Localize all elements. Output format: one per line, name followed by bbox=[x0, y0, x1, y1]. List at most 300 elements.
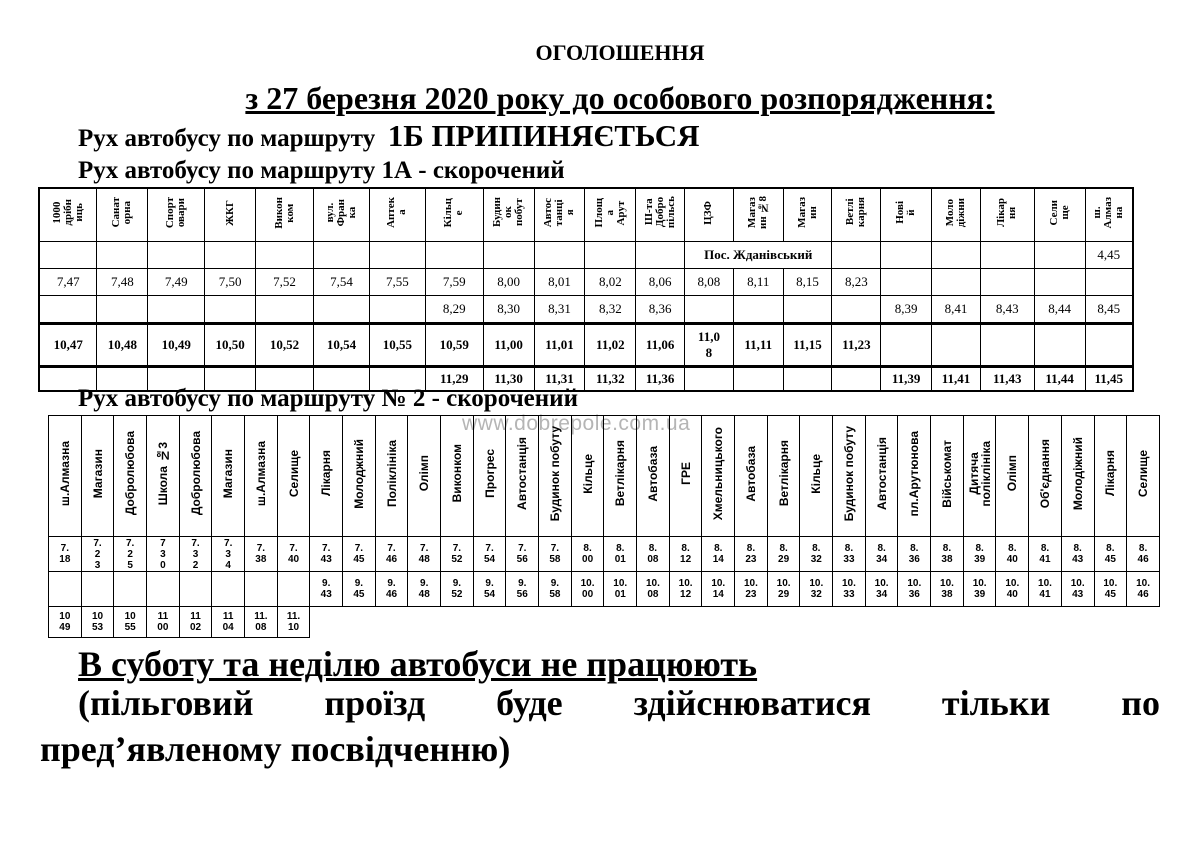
time-cell: 11,00 bbox=[483, 324, 534, 367]
stop-label: Будинок побуту bbox=[547, 425, 562, 522]
stop-label: Магаз ин №8 bbox=[746, 196, 770, 229]
empty-cell bbox=[256, 296, 314, 324]
stop-label: Олімп bbox=[417, 455, 432, 492]
time-cell: 10. 46 bbox=[1127, 572, 1160, 607]
time-cell: 7,52 bbox=[256, 269, 314, 296]
stop-label: Прогрес bbox=[482, 449, 497, 498]
time-cell: 10,47 bbox=[39, 324, 97, 367]
stop-header bbox=[1094, 416, 1127, 537]
time-cell: 7,49 bbox=[148, 269, 205, 296]
time-cell: 9. 43 bbox=[310, 572, 343, 607]
time-cell: 10 53 bbox=[81, 607, 114, 638]
route-2-heading: Рух автобусу по маршруту № 2 - скорочений bbox=[78, 385, 578, 412]
time-cell: 8,06 bbox=[636, 269, 685, 296]
time-cell: 8,45 bbox=[1085, 296, 1133, 324]
route-1a-row-2 bbox=[39, 269, 1133, 296]
stop-label: Автос танці я bbox=[541, 197, 576, 228]
empty-cell bbox=[539, 607, 572, 638]
stop-label: ш.Алмазна bbox=[253, 440, 268, 507]
stop-label: Ветлікарня bbox=[776, 440, 791, 507]
empty-cell bbox=[114, 572, 147, 607]
time-cell: 11,11 bbox=[733, 324, 783, 367]
stop-header bbox=[310, 416, 343, 537]
stop-label: вул. Фран ка bbox=[323, 198, 358, 227]
time-cell: 10,50 bbox=[205, 324, 256, 367]
page-title: ОГОЛОШЕННЯ bbox=[535, 40, 705, 65]
time-cell: 11,23 bbox=[832, 324, 881, 367]
stop-header bbox=[931, 416, 964, 537]
stop-label: Нові й bbox=[894, 201, 918, 224]
time-cell: 11,0 8 bbox=[685, 324, 734, 367]
stop-header bbox=[277, 416, 310, 537]
time-cell: 10. 34 bbox=[865, 572, 898, 607]
route-1b-prefix: Рух автобусу по маршруту bbox=[78, 125, 376, 152]
time-cell: 8. 41 bbox=[1029, 537, 1062, 572]
empty-cell bbox=[506, 607, 539, 638]
stop-header bbox=[534, 188, 585, 242]
time-cell: 8,43 bbox=[980, 296, 1034, 324]
time-cell: 8,32 bbox=[585, 296, 636, 324]
route-1a-row-4 bbox=[39, 324, 1133, 367]
time-cell: 10. 01 bbox=[604, 572, 637, 607]
time-cell: 8. 45 bbox=[1094, 537, 1127, 572]
time-cell: 11,31 bbox=[534, 367, 585, 392]
stop-label: Олімп bbox=[1005, 455, 1020, 492]
time-cell: 7. 54 bbox=[473, 537, 506, 572]
stop-header bbox=[148, 188, 205, 242]
stop-header bbox=[313, 188, 369, 242]
time-cell: 8. 39 bbox=[963, 537, 996, 572]
time-cell: 10,52 bbox=[256, 324, 314, 367]
stop-label: Моло діжни bbox=[943, 197, 967, 228]
stop-header bbox=[425, 188, 483, 242]
stop-label: Дитяча поліклініка bbox=[966, 440, 993, 507]
time-cell: 10,59 bbox=[425, 324, 483, 367]
time-cell: 11,45 bbox=[1085, 367, 1133, 392]
empty-cell bbox=[313, 296, 369, 324]
empty-cell bbox=[980, 324, 1034, 367]
empty-cell bbox=[685, 367, 734, 392]
stop-label: Магаз ин bbox=[795, 197, 819, 228]
stop-label: Викон ком bbox=[272, 196, 296, 229]
time-cell: 7. 40 bbox=[277, 537, 310, 572]
time-cell: 11,32 bbox=[585, 367, 636, 392]
stop-header bbox=[147, 416, 180, 537]
time-cell: 7,48 bbox=[97, 269, 148, 296]
time-cell: 8. 43 bbox=[1061, 537, 1094, 572]
empty-cell bbox=[898, 607, 931, 638]
stop-header bbox=[963, 416, 996, 537]
time-cell: 8. 33 bbox=[833, 537, 866, 572]
stop-label: Кільце bbox=[580, 453, 595, 494]
time-cell: 11,30 bbox=[483, 367, 534, 392]
empty-cell bbox=[441, 607, 474, 638]
stop-header bbox=[245, 416, 278, 537]
time-cell: 8. 00 bbox=[571, 537, 604, 572]
time-cell: 10. 29 bbox=[767, 572, 800, 607]
route-2-table bbox=[48, 415, 1160, 638]
time-cell: 10. 32 bbox=[800, 572, 833, 607]
time-cell: 7. 3 4 bbox=[212, 537, 245, 572]
empty-cell bbox=[881, 324, 932, 367]
stop-header bbox=[865, 416, 898, 537]
stop-label: ЦЗФ bbox=[702, 200, 715, 225]
time-cell: 11 00 bbox=[147, 607, 180, 638]
empty-cell bbox=[881, 269, 932, 296]
stop-header bbox=[767, 416, 800, 537]
empty-cell bbox=[637, 607, 670, 638]
time-cell: 7. 46 bbox=[375, 537, 408, 572]
stop-header bbox=[702, 416, 735, 537]
empty-cell bbox=[931, 607, 964, 638]
stop-header bbox=[1127, 416, 1160, 537]
empty-cell bbox=[932, 269, 981, 296]
weekend-notice: В суботу та неділю автобуси не працюють bbox=[78, 644, 758, 684]
stop-header bbox=[604, 416, 637, 537]
stop-label: Ветлікарня bbox=[613, 440, 628, 507]
stop-label: Автостанція bbox=[515, 437, 530, 510]
time-cell: 9. 56 bbox=[506, 572, 539, 607]
empty-cell bbox=[800, 607, 833, 638]
time-cell: 8. 01 bbox=[604, 537, 637, 572]
stop-label: Спорт овари bbox=[164, 196, 188, 229]
stop-label: Селище bbox=[286, 449, 301, 498]
route-2-stops-row bbox=[49, 416, 1160, 537]
time-cell: 8. 23 bbox=[735, 537, 768, 572]
empty-cell bbox=[310, 607, 343, 638]
empty-cell bbox=[81, 572, 114, 607]
route-1a-cell: 4,45 bbox=[1085, 242, 1133, 269]
stop-header bbox=[1029, 416, 1062, 537]
empty-cell bbox=[963, 607, 996, 638]
time-cell: 10. 23 bbox=[735, 572, 768, 607]
time-cell: 7. 58 bbox=[539, 537, 572, 572]
time-cell: 8,00 bbox=[483, 269, 534, 296]
time-cell: 7. 3 2 bbox=[179, 537, 212, 572]
stop-label: ГРЕ bbox=[678, 462, 693, 485]
route-1a-note: Пос. Жданівський bbox=[685, 242, 832, 269]
empty-cell bbox=[148, 296, 205, 324]
stop-header bbox=[506, 416, 539, 537]
empty-cell bbox=[179, 572, 212, 607]
route-2-row-2 bbox=[49, 572, 1160, 607]
stop-header bbox=[1061, 416, 1094, 537]
route-2-row-1 bbox=[49, 537, 1160, 572]
benefit-note-line-1: (пільговий проїзд буде здійснюватися тільки по bbox=[78, 683, 1160, 723]
time-cell: 11,39 bbox=[881, 367, 932, 392]
time-cell: 9. 45 bbox=[343, 572, 376, 607]
time-cell: 9. 48 bbox=[408, 572, 441, 607]
time-cell: 7,47 bbox=[39, 269, 97, 296]
stop-header bbox=[97, 188, 148, 242]
time-cell: 7. 45 bbox=[343, 537, 376, 572]
stop-header bbox=[539, 416, 572, 537]
stop-label: Автобаза bbox=[743, 445, 758, 502]
empty-cell bbox=[375, 607, 408, 638]
empty-cell bbox=[369, 296, 425, 324]
time-cell: 11 02 bbox=[179, 607, 212, 638]
stop-header bbox=[49, 416, 82, 537]
time-cell: 11,41 bbox=[932, 367, 981, 392]
time-cell: 10. 00 bbox=[571, 572, 604, 607]
empty-cell bbox=[1127, 607, 1160, 638]
time-cell: 9. 54 bbox=[473, 572, 506, 607]
stop-header bbox=[1085, 188, 1133, 242]
empty-cell bbox=[97, 296, 148, 324]
empty-cell bbox=[408, 607, 441, 638]
time-cell: 11. 10 bbox=[277, 607, 310, 638]
stop-label: Ветлі карня bbox=[844, 197, 868, 228]
time-cell: 10 49 bbox=[49, 607, 82, 638]
route-1a-row-3 bbox=[39, 296, 1133, 324]
empty-cell bbox=[604, 607, 637, 638]
empty-cell bbox=[783, 367, 832, 392]
time-cell: 10,55 bbox=[369, 324, 425, 367]
time-cell: 8. 12 bbox=[669, 537, 702, 572]
stop-label: ш. Алмаз на bbox=[1091, 196, 1126, 229]
time-cell: 8. 34 bbox=[865, 537, 898, 572]
stop-label: Військомат bbox=[939, 439, 954, 508]
time-cell: 8,39 bbox=[881, 296, 932, 324]
stop-label: Молодіжний bbox=[1070, 436, 1085, 511]
time-cell: 11 04 bbox=[212, 607, 245, 638]
time-cell: 10. 41 bbox=[1029, 572, 1062, 607]
stop-header bbox=[881, 188, 932, 242]
stop-label: Площ а Арут bbox=[592, 197, 627, 228]
time-cell: 8,29 bbox=[425, 296, 483, 324]
stop-label: Добролюбова bbox=[188, 431, 203, 516]
stop-header bbox=[256, 188, 314, 242]
time-cell: 10. 40 bbox=[996, 572, 1029, 607]
stop-label: Молоджний bbox=[351, 438, 366, 509]
empty-cell bbox=[343, 607, 376, 638]
time-cell: 7,54 bbox=[313, 269, 369, 296]
time-cell: 10. 38 bbox=[931, 572, 964, 607]
empty-cell bbox=[832, 296, 881, 324]
stop-header bbox=[585, 188, 636, 242]
stop-header bbox=[212, 416, 245, 537]
time-cell: 10. 45 bbox=[1094, 572, 1127, 607]
route-1a-heading: Рух автобусу по маршруту 1А - скорочений bbox=[78, 157, 565, 184]
time-cell: 8,31 bbox=[534, 296, 585, 324]
time-cell: 7. 2 3 bbox=[81, 537, 114, 572]
stop-label: Магазин bbox=[90, 448, 105, 499]
empty-cell bbox=[1029, 607, 1062, 638]
stop-label: Поліклініка bbox=[384, 440, 399, 507]
time-cell: 8,01 bbox=[534, 269, 585, 296]
stop-header bbox=[483, 188, 534, 242]
time-cell: 11,02 bbox=[585, 324, 636, 367]
empty-cell bbox=[1085, 324, 1133, 367]
time-cell: 8,41 bbox=[932, 296, 981, 324]
empty-cell bbox=[783, 296, 832, 324]
page-subtitle: з 27 березня 2020 року до особового розпорядження: bbox=[245, 80, 995, 116]
time-cell: 10. 08 bbox=[637, 572, 670, 607]
stop-label: Автобаза bbox=[645, 445, 660, 502]
stop-header bbox=[735, 416, 768, 537]
stop-header bbox=[898, 416, 931, 537]
time-cell: 11,06 bbox=[636, 324, 685, 367]
stop-label: Лікарня bbox=[319, 450, 334, 497]
stop-header bbox=[114, 416, 147, 537]
empty-cell bbox=[1094, 607, 1127, 638]
time-cell: 8. 36 bbox=[898, 537, 931, 572]
empty-cell bbox=[473, 607, 506, 638]
time-cell: 8,30 bbox=[483, 296, 534, 324]
time-cell: 8. 38 bbox=[931, 537, 964, 572]
stop-header bbox=[441, 416, 474, 537]
stop-label: Виконком bbox=[449, 444, 464, 503]
stop-header bbox=[637, 416, 670, 537]
route-2-row-3 bbox=[49, 607, 1160, 638]
empty-cell bbox=[1034, 269, 1085, 296]
stop-label: Сели ще bbox=[1047, 199, 1071, 226]
empty-cell bbox=[1034, 324, 1085, 367]
empty-cell bbox=[205, 296, 256, 324]
stop-header bbox=[408, 416, 441, 537]
empty-cell bbox=[932, 324, 981, 367]
route-1a-table bbox=[38, 187, 1134, 392]
time-cell: 7. 2 5 bbox=[114, 537, 147, 572]
time-cell: 10,54 bbox=[313, 324, 369, 367]
time-cell: 11,43 bbox=[980, 367, 1034, 392]
stop-label: Будин ок побут bbox=[491, 197, 526, 228]
route-1b-status: 1Б ПРИПИНЯЄТЬСЯ bbox=[387, 118, 700, 153]
stop-header bbox=[369, 188, 425, 242]
stop-label: пл.Арутюнова bbox=[907, 430, 922, 517]
stop-header bbox=[685, 188, 734, 242]
empty-cell bbox=[702, 607, 735, 638]
stop-header bbox=[733, 188, 783, 242]
stop-label: Добролюбова bbox=[123, 431, 138, 516]
stop-header bbox=[39, 188, 97, 242]
stop-header bbox=[473, 416, 506, 537]
stop-label: Об'єднання bbox=[1037, 438, 1052, 509]
time-cell: 10. 36 bbox=[898, 572, 931, 607]
stop-header bbox=[179, 416, 212, 537]
stop-label: Ш-та Добро пільсь bbox=[642, 196, 677, 229]
empty-cell bbox=[685, 296, 734, 324]
stop-header bbox=[783, 188, 832, 242]
time-cell: 10. 12 bbox=[669, 572, 702, 607]
time-cell: 9. 58 bbox=[539, 572, 572, 607]
stop-header bbox=[980, 188, 1034, 242]
time-cell: 9. 46 bbox=[375, 572, 408, 607]
time-cell: 8,02 bbox=[585, 269, 636, 296]
stop-header bbox=[81, 416, 114, 537]
route-1a-stops-row bbox=[39, 188, 1133, 242]
empty-cell bbox=[277, 572, 310, 607]
time-cell: 8. 32 bbox=[800, 537, 833, 572]
time-cell: 11,15 bbox=[783, 324, 832, 367]
stop-label: Санат орна bbox=[110, 197, 134, 228]
time-cell: 10,48 bbox=[97, 324, 148, 367]
time-cell: 7,50 bbox=[205, 269, 256, 296]
time-cell: 9. 52 bbox=[441, 572, 474, 607]
time-cell: 11. 08 bbox=[245, 607, 278, 638]
route-1a-row-1 bbox=[39, 242, 1133, 269]
time-cell: 8. 08 bbox=[637, 537, 670, 572]
stop-header bbox=[343, 416, 376, 537]
empty-cell bbox=[833, 607, 866, 638]
empty-cell bbox=[245, 572, 278, 607]
stop-header bbox=[932, 188, 981, 242]
time-cell: 7. 43 bbox=[310, 537, 343, 572]
stop-label: Автостанція bbox=[874, 437, 889, 510]
empty-cell bbox=[767, 607, 800, 638]
stop-label: Лікарня bbox=[1103, 450, 1118, 497]
time-cell: 8. 14 bbox=[702, 537, 735, 572]
time-cell: 8,15 bbox=[783, 269, 832, 296]
time-cell: 8,36 bbox=[636, 296, 685, 324]
time-cell: 10. 39 bbox=[963, 572, 996, 607]
time-cell: 11,29 bbox=[425, 367, 483, 392]
time-cell: 7. 38 bbox=[245, 537, 278, 572]
stop-header bbox=[636, 188, 685, 242]
time-cell: 7. 56 bbox=[506, 537, 539, 572]
time-cell: 7. 18 bbox=[49, 537, 82, 572]
empty-cell bbox=[735, 607, 768, 638]
stop-label: Аптек а bbox=[385, 197, 409, 228]
time-cell: 10 55 bbox=[114, 607, 147, 638]
stop-label: Кільц е bbox=[442, 197, 466, 228]
stop-header bbox=[833, 416, 866, 537]
empty-cell bbox=[571, 607, 604, 638]
stop-label: 1000 дрібн иць bbox=[50, 199, 85, 226]
stop-label: Кільце bbox=[809, 453, 824, 494]
time-cell: 11,44 bbox=[1034, 367, 1085, 392]
empty-cell bbox=[980, 269, 1034, 296]
empty-cell bbox=[832, 367, 881, 392]
empty-cell bbox=[49, 572, 82, 607]
empty-cell bbox=[733, 296, 783, 324]
empty-cell bbox=[996, 607, 1029, 638]
empty-cell bbox=[733, 367, 783, 392]
time-cell: 11,01 bbox=[534, 324, 585, 367]
time-cell: 8,23 bbox=[832, 269, 881, 296]
time-cell: 7. 52 bbox=[441, 537, 474, 572]
stop-label: Магазин bbox=[221, 448, 236, 499]
time-cell: 10. 14 bbox=[702, 572, 735, 607]
stop-header bbox=[800, 416, 833, 537]
stop-label: ЖКГ bbox=[223, 199, 236, 226]
stop-label: Школа №3 bbox=[155, 441, 170, 506]
empty-cell bbox=[147, 572, 180, 607]
stop-header bbox=[375, 416, 408, 537]
stop-label: Будинок побуту bbox=[841, 425, 856, 522]
time-cell: 11,36 bbox=[636, 367, 685, 392]
empty-cell bbox=[212, 572, 245, 607]
stop-label: Хмельницького bbox=[711, 426, 726, 521]
empty-cell bbox=[39, 296, 97, 324]
time-cell: 8. 40 bbox=[996, 537, 1029, 572]
stop-header bbox=[571, 416, 604, 537]
time-cell: 8,44 bbox=[1034, 296, 1085, 324]
stop-header bbox=[669, 416, 702, 537]
watermark: www.dobrepole.com.ua bbox=[462, 412, 691, 435]
time-cell: 7 3 0 bbox=[147, 537, 180, 572]
time-cell: 8. 29 bbox=[767, 537, 800, 572]
stop-header bbox=[996, 416, 1029, 537]
empty-cell bbox=[669, 607, 702, 638]
time-cell: 7,59 bbox=[425, 269, 483, 296]
stop-header bbox=[205, 188, 256, 242]
empty-cell bbox=[865, 607, 898, 638]
stop-label: Лікар ня bbox=[995, 197, 1019, 228]
time-cell: 8. 46 bbox=[1127, 537, 1160, 572]
time-cell: 8,08 bbox=[685, 269, 734, 296]
stop-label: Селище bbox=[1136, 449, 1151, 498]
